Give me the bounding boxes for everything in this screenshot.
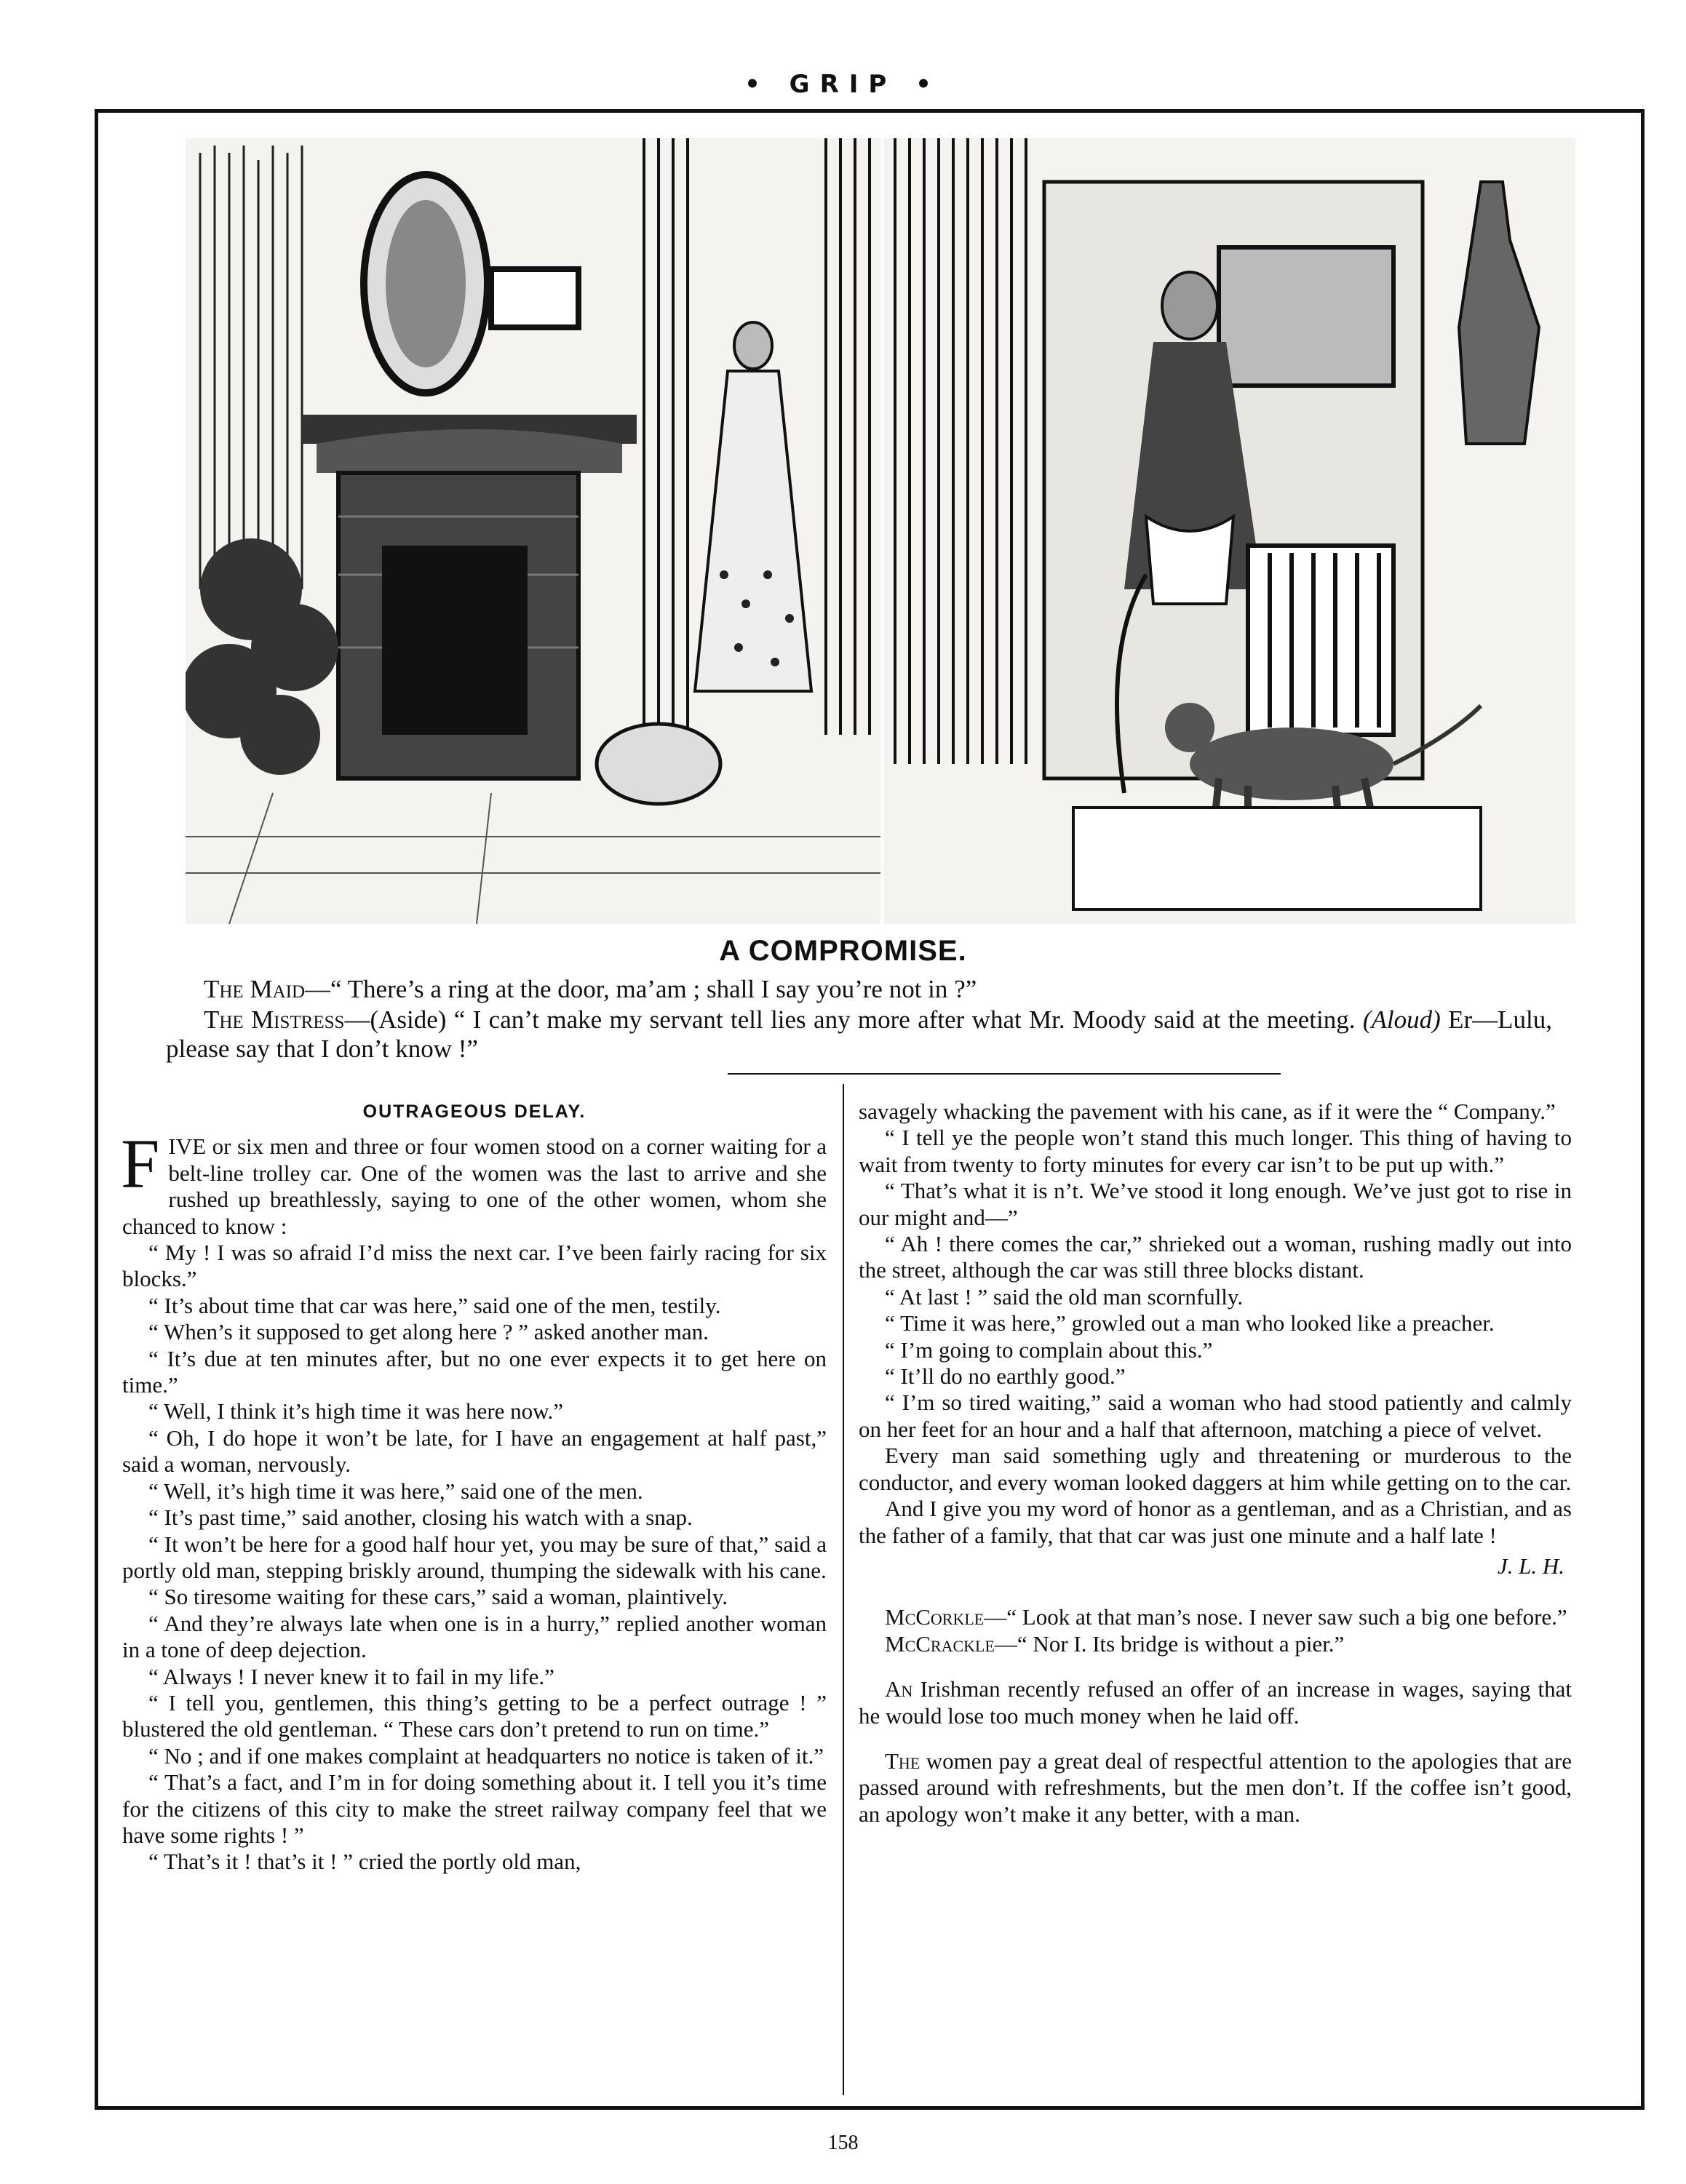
article-paragraph: “ That’s a fact, and I’m in for doing something about it. I tell you it’s time for the citizens of this city to make the street railway company feel that we have some rights ! ” xyxy=(122,1769,827,1848)
article-paragraph: “ So tiresome waiting for these cars,” said a woman, plaintively. xyxy=(148,1584,728,1610)
article-paragraph: “ No ; and if one makes complaint at headquarters no notice is taken of it.” xyxy=(148,1742,824,1769)
caption-maid-line: —“ There’s a ring at the door, ma’am ; shall I say you’re not in ?” xyxy=(305,975,977,1003)
article-paragraph: “ Oh, I do hope it won’t be late, for I have an engagement at half past,” said a woman, nervously. xyxy=(122,1424,827,1478)
joke-women-lead: The xyxy=(885,1747,920,1774)
drop-cap: F xyxy=(121,1125,160,1203)
article-paragraph: Every man said something ugly and threatening or murderous to the conductor, and every woman looked daggers at him while getting on to the car. xyxy=(859,1443,1572,1495)
joke-mccrackle xyxy=(859,1631,1572,1657)
article-paragraph: “ That’s it ! that’s it ! ” cried the portly old man, xyxy=(148,1849,581,1875)
caption-mistress xyxy=(166,1005,1552,1064)
article-paragraph: “ And they’re always late when one is in a hurry,” replied another woman in a tone of deep dejection. xyxy=(122,1610,827,1663)
caption-mistress-line-c: Er—Lulu, please say that I don’t know !” xyxy=(166,1005,1552,1063)
joke-irishman-lead: An xyxy=(885,1676,913,1702)
article-paragraph: And I give you my word of honor as a gentleman, and as a Christian, and as the father of a family, that that car was just one minute and a half late ! xyxy=(859,1496,1572,1548)
page-number: 158 xyxy=(827,2132,859,2154)
article-paragraph: “ Always ! I never knew it to fail in my life.” xyxy=(148,1663,554,1689)
cartoon-title: A COMPROMISE. xyxy=(719,935,967,967)
article-opening xyxy=(121,1125,827,1240)
article-paragraph: “ I’m so tired waiting,” said a woman who had stood patiently and calmly on her feet for an hour and a half that afternoon, matching a piece of velvet. xyxy=(859,1390,1572,1442)
article-paragraph: “ Well, I think it’s high time it was here now.” xyxy=(148,1398,564,1424)
article-column-right xyxy=(859,1099,1572,1828)
cartoon-illustration-left xyxy=(186,138,880,924)
article-first-paragraph: IVE or six men and three or four women stood on a corner waiting for a belt-line trolley car. One of the women was the last to arrive and she rushed up breathlessly, saying to one of the other women, whom she chanced to know : xyxy=(122,1133,827,1239)
speaker-mccorkle: McCorkle xyxy=(885,1604,985,1630)
caption-maid xyxy=(166,975,1590,1004)
article-paragraph: “ It’s due at ten minutes after, but no one ever expects it to get here on time.” xyxy=(122,1345,827,1398)
article-paragraph: “ That’s what it is n’t. We’ve stood it long enough. We’ve just got to rise in our might and—” xyxy=(859,1178,1572,1230)
spacer xyxy=(859,1729,1572,1748)
joke-irishman xyxy=(859,1676,1572,1729)
article-heading: OUTRAGEOUS DELAY. xyxy=(362,1101,586,1122)
article-column-left xyxy=(122,1099,827,1876)
article-paragraph: “ Time it was here,” growled out a man who looked like a preacher. xyxy=(885,1310,1495,1336)
article-paragraph: “ I’m going to complain about this.” xyxy=(885,1336,1213,1363)
speaker-maid: The Maid xyxy=(204,975,306,1003)
article-paragraph: “ I tell ye the people won’t stand this much longer. This thing of having to wait from twenty to forty minutes for every car isn’t to be put up with.” xyxy=(859,1125,1572,1177)
column-divider xyxy=(843,1084,844,2095)
article-signature: J. L. H. xyxy=(1497,1553,1564,1579)
article-paragraph: “ It’ll do no earthly good.” xyxy=(885,1363,1126,1390)
speaker-mccrackle: McCrackle xyxy=(885,1630,995,1657)
bottom-rule xyxy=(95,2106,1645,2108)
article-paragraph: “ Ah ! there comes the car,” shrieked out a woman, rushing madly out into the street, although the car was still three blocks distant. xyxy=(859,1231,1572,1283)
joke-mccorkle xyxy=(859,1604,1572,1630)
article-paragraph: “ My ! I was so afraid I’d miss the next car. I’ve been fairly racing for six blocks.” xyxy=(122,1240,827,1292)
section-divider xyxy=(728,1073,1281,1075)
article-paragraph: “ When’s it supposed to get along here ? ” asked another man. xyxy=(148,1319,709,1345)
joke-mccorkle-line: —“ Look at that man’s nose. I never saw such a big one before.” xyxy=(984,1604,1567,1630)
article-paragraph: “ It’s about time that car was here,” said one of the men, testily. xyxy=(148,1292,721,1318)
article-paragraph: “ It won’t be here for a good half hour yet, you may be sure of that,” said a portly old man, stepping briskly around, thumping the sidewalk with his cane. xyxy=(122,1531,827,1583)
article-continued: savagely whacking the pavement with his cane, as if it were the “ Company.” xyxy=(859,1099,1556,1124)
speaker-mistress: The Mistress xyxy=(204,1005,345,1034)
article-paragraph: “ At last ! ” said the old man scornfully. xyxy=(885,1283,1244,1310)
joke-mccrackle-line: —“ Nor I. Its bridge is without a pier.” xyxy=(994,1630,1345,1657)
article-paragraph: “ I tell you, gentlemen, this thing’s getting to be a perfect outrage ! ” blustered the old gentleman. “ These cars don’t pretend to run on time.” xyxy=(122,1689,827,1742)
joke-irishman-text: Irishman recently refused an offer of an increase in wages, saying that he would lose too much money when he laid off. xyxy=(859,1676,1572,1729)
spacer xyxy=(859,1657,1572,1676)
masthead: • GRIP • xyxy=(744,70,942,99)
caption-mistress-aloud: (Aloud) xyxy=(1362,1005,1441,1034)
joke-women-text: women pay a great deal of respectful attention to the apologies that are passed around with refreshments, but the men don’t. If the coffee isn’t good, an apology won’t make it any better, with a man. xyxy=(859,1747,1572,1827)
cartoon-illustration-right xyxy=(884,138,1575,924)
caption-mistress-line-a: —(Aside) “ I can’t make my servant tell lies any more after what Mr. Moody said at the meeting. xyxy=(344,1005,1363,1034)
joke-women xyxy=(859,1748,1572,1828)
article-paragraph: “ It’s past time,” said another, closing his watch with a snap. xyxy=(148,1505,693,1531)
article-paragraph: “ Well, it’s high time it was here,” said one of the men. xyxy=(148,1478,643,1504)
